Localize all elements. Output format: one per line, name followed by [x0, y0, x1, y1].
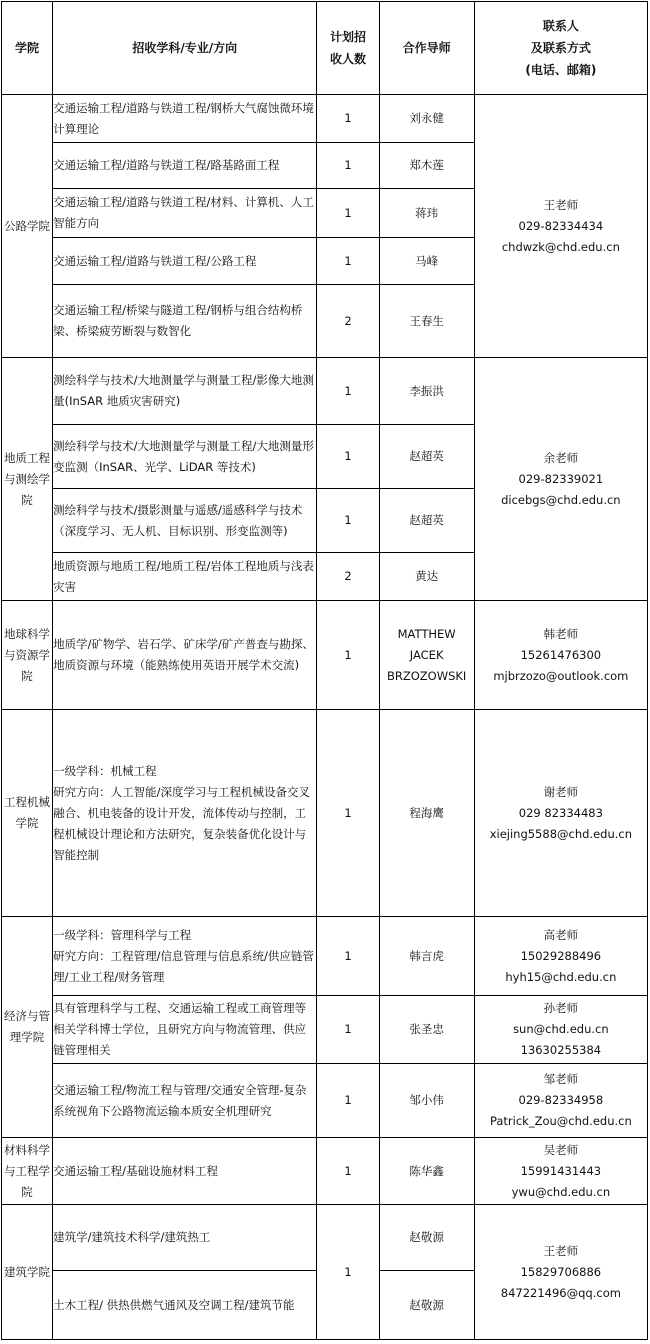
plan-count: 1: [317, 489, 379, 553]
college-name: 建筑学院: [2, 1205, 53, 1340]
college-name: 公路学院: [2, 95, 53, 358]
tutor-name: 刘永健: [379, 95, 474, 143]
contact-name: 韩老师: [543, 626, 579, 641]
tutor-name: 张圣忠: [379, 996, 474, 1064]
plan-count: 1: [317, 425, 379, 489]
contact-phone: 15991431443: [520, 1163, 602, 1178]
major-cell: 具有管理科学与工程、交通运输工程或工商管理等相关学科博士学位，且研究方向与物流管理、供应链管理相关: [53, 996, 317, 1064]
contact-cell: [474, 996, 647, 1064]
contact-name: 谢老师: [543, 784, 579, 799]
plan-count: 1: [317, 710, 379, 917]
contact-phone: 15829706886: [520, 1264, 602, 1279]
major-cell: 交通运输工程/道路与铁道工程/材料、计算机、人工智能方向: [53, 189, 317, 238]
contact-cell: [474, 1205, 647, 1340]
tutor-name: 黄达: [379, 553, 474, 601]
contact-email: ywu@chd.edu.cn: [511, 1184, 611, 1199]
contact-name: 孙老师: [543, 1001, 579, 1015]
plan-count: 1: [317, 996, 379, 1064]
major-cell: 测绘科学与技术/摄影测量与遥感/遥感科学与技术（深度学习、无人机、目标识别、形变监测等): [53, 489, 317, 553]
major-cell: 交通运输工程/道路与铁道工程/钢桥大气腐蚀微环境计算理论: [53, 95, 317, 143]
contact-phone: 15029288496: [520, 948, 602, 963]
contact-phone: 13630255384: [520, 1043, 602, 1057]
table-row: [2, 1205, 648, 1271]
header-plan: 计划招 收人数: [317, 2, 379, 95]
contact-name: 吴老师: [543, 1142, 579, 1157]
contact-email: hyh15@chd.edu.cn: [505, 969, 617, 984]
contact-email: mjbrzozo@outlook.com: [493, 668, 629, 683]
tutor-name: 赵敬源: [379, 1205, 474, 1271]
header-row: [2, 2, 648, 95]
recruitment-table: [1, 1, 648, 1340]
table-row: [2, 917, 648, 996]
plan-count: 1: [317, 1205, 379, 1340]
college-name: 地球科学与资源学院: [2, 601, 53, 710]
tutor-name: 蒋玮: [379, 189, 474, 238]
major-cell: 土木工程/ 供热供燃气通风及空调工程/建筑节能: [53, 1271, 317, 1340]
tutor-name: MATTHEW JACEK BRZOZOWSKI: [379, 601, 474, 710]
header-major: 招收学科/专业/方向: [53, 2, 317, 95]
contact-phone: 029-82334434: [518, 218, 604, 233]
tutor-name: 陈华鑫: [379, 1138, 474, 1205]
major-cell: 测绘科学与技术/大地测量学与测量工程/影像大地测量(InSAR 地质灾害研究): [53, 358, 317, 425]
contact-email: sun@chd.edu.cn: [513, 1022, 609, 1036]
contact-email: dicebgs@chd.edu.cn: [501, 492, 621, 507]
plan-count: 1: [317, 1064, 379, 1138]
tutor-name: 赵超英: [379, 489, 474, 553]
table-row: [2, 1138, 648, 1205]
major-cell: 测绘科学与技术/大地测量学与测量工程/大地测量形变监测（InSAR、光学、LiDAR 等技术): [53, 425, 317, 489]
contact-name: 王老师: [543, 197, 579, 212]
contact-email: chdwzk@chd.edu.cn: [501, 239, 620, 254]
tutor-name: 李振洪: [379, 358, 474, 425]
tutor-name: 马峰: [379, 238, 474, 285]
plan-count: 1: [317, 143, 379, 189]
contact-email: xiejing5588@chd.edu.cn: [489, 826, 633, 841]
contact-phone: 029-82334958: [518, 1093, 604, 1107]
plan-count: 1: [317, 358, 379, 425]
tutor-name: 赵敬源: [379, 1271, 474, 1340]
table-row: [2, 710, 648, 917]
header-contact: 联系人 及联系方式 (电话、邮箱): [474, 2, 647, 95]
header-college: 学院: [2, 2, 53, 95]
major-cell: 交通运输工程/道路与铁道工程/公路工程: [53, 238, 317, 285]
contact-phone: 15261476300: [520, 647, 602, 662]
contact-cell: [474, 1138, 647, 1205]
contact-cell: [474, 95, 647, 358]
contact-phone: 029-82339021: [518, 471, 604, 486]
college-name: 地质工程与测绘学院: [2, 358, 53, 601]
contact-cell: [474, 601, 647, 710]
plan-count: 1: [317, 189, 379, 238]
college-name: 工程机械学院: [2, 710, 53, 917]
contact-email: Patrick_Zou@chd.edu.cn: [489, 1114, 632, 1128]
major-cell: 交通运输工程/物流工程与管理/交通安全管理-复杂系统视角下公路物流运输本质安全机理研究: [53, 1064, 317, 1138]
tutor-name: 赵超英: [379, 425, 474, 489]
college-name: 经济与管理学院: [2, 917, 53, 1138]
contact-email: 847221496@qq.com: [500, 1285, 621, 1300]
tutor-name: 韩言虎: [379, 917, 474, 996]
table-row: [2, 601, 648, 710]
contact-cell: [474, 1064, 647, 1138]
major-cell: 地质学/矿物学、岩石学、矿床学/矿产普查与勘探、地质资源与环境（能熟练使用英语开展学术交流): [53, 601, 317, 710]
contact-name: 高老师: [543, 927, 579, 942]
contact-cell: [474, 710, 647, 917]
tutor-name: 郑木莲: [379, 143, 474, 189]
major-cell: 一级学科：管理科学与工程 研究方向：工程管理/信息管理与信息系统/供应链管理/工业工程/财务管理: [53, 917, 317, 996]
contact-cell: [474, 358, 647, 601]
major-cell: 交通运输工程/基础设施材料工程: [53, 1138, 317, 1205]
tutor-name: 程海鹰: [379, 710, 474, 917]
plan-count: 1: [317, 601, 379, 710]
contact-cell: [474, 917, 647, 996]
table-row: [2, 95, 648, 143]
contact-phone: 029 82334483: [518, 805, 603, 820]
contact-name: 余老师: [543, 450, 579, 465]
header-tutor: 合作导师: [379, 2, 474, 95]
table-row: [2, 996, 648, 1064]
major-cell: 一级学科：机械工程 研究方向：人工智能/深度学习与工程机械设备交叉融合、机电装备的设计开发，流体传动与控制，工程机械设计理论和方法研究，复杂装备优化设计与智能控制: [53, 710, 317, 917]
major-cell: 地质资源与地质工程/地质工程/岩体工程地质与浅表灾害: [53, 553, 317, 601]
plan-count: 1: [317, 238, 379, 285]
table-row: [2, 1064, 648, 1138]
major-cell: 交通运输工程/道路与铁道工程/路基路面工程: [53, 143, 317, 189]
plan-count: 2: [317, 285, 379, 358]
plan-count: 2: [317, 553, 379, 601]
plan-count: 1: [317, 95, 379, 143]
plan-count: 1: [317, 1138, 379, 1205]
tutor-name: 王春生: [379, 285, 474, 358]
college-name: 材料科学与工程学院: [2, 1138, 53, 1205]
plan-count: 1: [317, 917, 379, 996]
contact-name: 邹老师: [543, 1072, 579, 1086]
tutor-name: 邹小伟: [379, 1064, 474, 1138]
contact-name: 王老师: [543, 1243, 579, 1258]
major-cell: 建筑学/建筑技术科学/建筑热工: [53, 1205, 317, 1271]
table-row: [2, 358, 648, 425]
major-cell: 交通运输工程/桥梁与隧道工程/钢桥与组合结构桥梁、桥梁疲劳断裂与数智化: [53, 285, 317, 358]
